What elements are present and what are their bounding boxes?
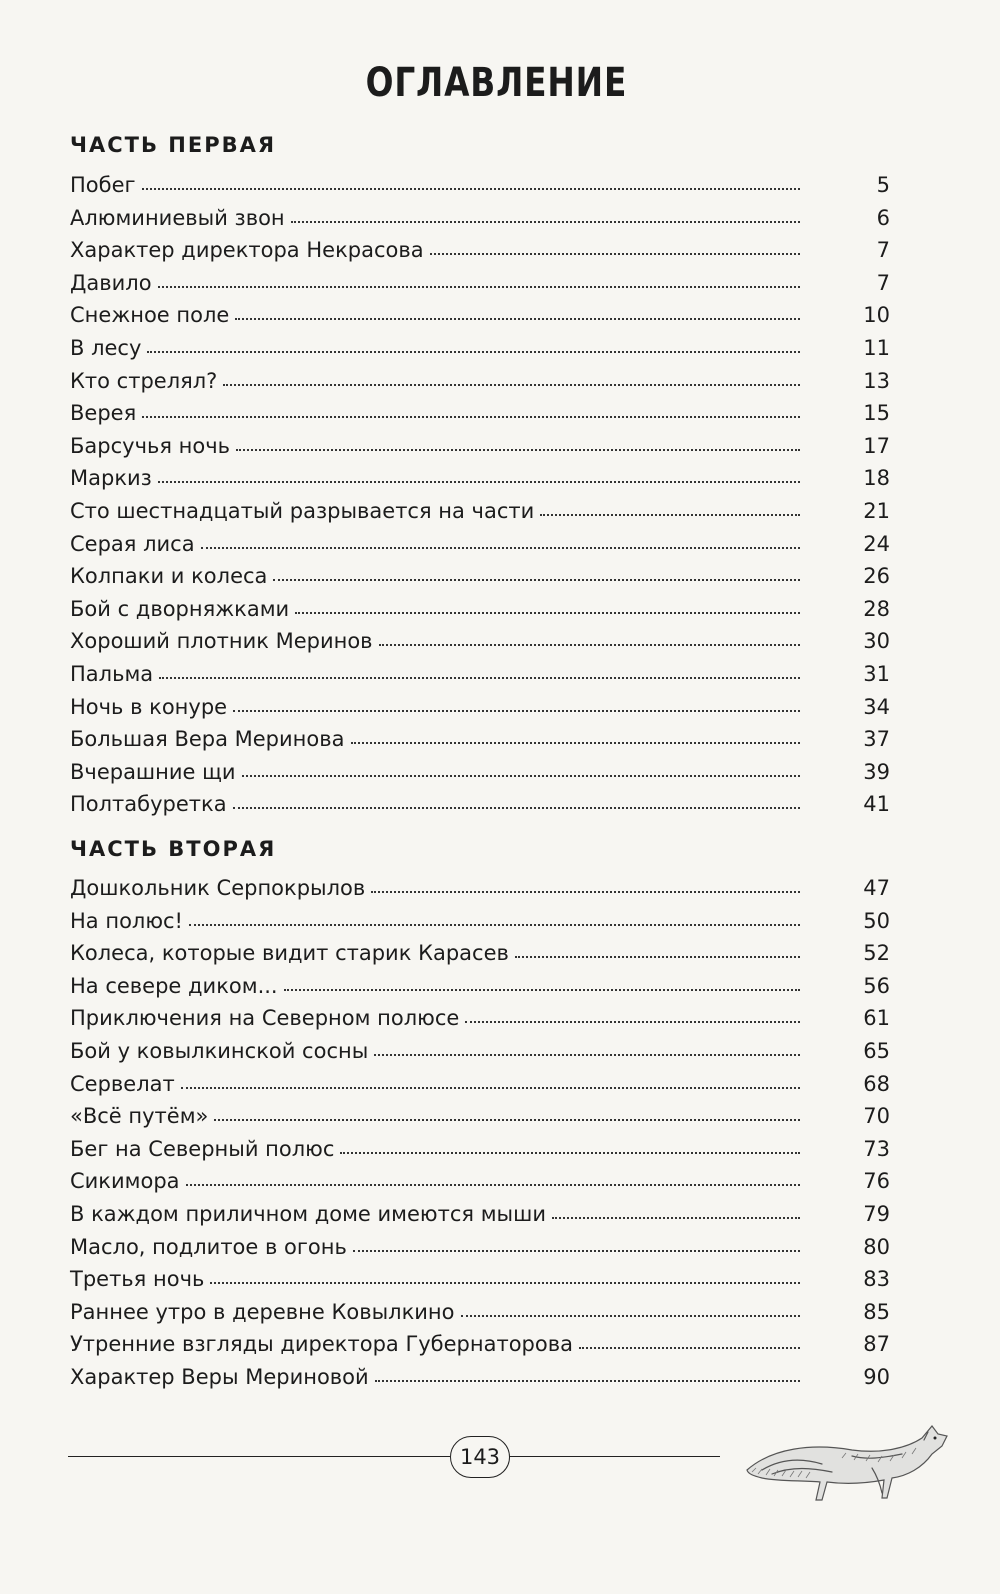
toc-entry-title: Дошкольник Серпокрылов <box>70 876 366 900</box>
toc-entry-page: 13 <box>863 368 890 393</box>
dot-leader <box>233 706 800 712</box>
dot-leader <box>142 412 800 418</box>
footer-rule-right <box>508 1456 720 1457</box>
toc-entry-title: На севере диком... <box>70 973 278 998</box>
dot-leader <box>379 640 800 646</box>
toc-entry-title: Раннее утро в деревне Ковылкино <box>70 1299 455 1324</box>
toc-entry-title: Побег <box>70 173 136 197</box>
dot-leader <box>295 608 800 614</box>
dot-leader <box>214 1115 800 1121</box>
toc-entry-title: Кто стрелял? <box>70 368 218 393</box>
toc-entry-title: Колпаки и колеса <box>70 564 268 589</box>
toc-entry-page: 15 <box>863 401 890 426</box>
toc-entry-title: Приключения на Северном полюсе <box>70 1006 460 1031</box>
toc-entry <box>70 1035 890 1068</box>
toc-entry-title: Пальма <box>70 661 154 686</box>
dot-leader <box>273 575 800 581</box>
toc-entry <box>70 1296 890 1329</box>
dot-leader <box>236 445 800 451</box>
toc-entry-page: 7 <box>876 238 890 263</box>
toc-entry-title: Характер Веры Мериновой <box>70 1364 369 1389</box>
toc-entry-title: Полтабуретка <box>70 792 227 817</box>
toc-entry-title: Барсучья ночь <box>70 433 231 458</box>
toc-entry-page: 65 <box>863 1038 890 1063</box>
toc-entry-title: Хороший плотник Меринов <box>70 629 373 654</box>
toc-entry-page: 50 <box>863 908 890 933</box>
dot-leader <box>430 249 800 255</box>
toc-entry-page: 56 <box>863 973 890 998</box>
dot-leader <box>515 952 800 958</box>
toc-entry <box>70 267 890 300</box>
toc-entry-title: Характер директора Некрасова <box>70 238 424 263</box>
toc-entry <box>70 528 890 561</box>
toc-entry-title: В лесу <box>70 335 142 360</box>
toc-entry-title: Бой у ковылкинской сосны <box>70 1038 369 1063</box>
toc-entry <box>70 756 890 789</box>
toc-entry-title: Масло, подлитое в огонь <box>70 1234 347 1259</box>
toc-entry-page: 90 <box>863 1364 890 1389</box>
toc-entry-title: Сервелат <box>70 1071 175 1096</box>
toc-entry-page: 79 <box>863 1201 890 1226</box>
dot-leader <box>552 1213 800 1219</box>
toc-entry-title: «Всё путём» <box>70 1104 209 1129</box>
dot-leader <box>142 184 800 190</box>
toc-entry-page: 37 <box>863 727 890 752</box>
dot-leader <box>284 985 800 991</box>
dot-leader <box>233 803 800 809</box>
dot-leader <box>242 771 800 777</box>
toc-entry-title: Вчерашние щи <box>70 759 236 784</box>
toc-entry <box>70 299 890 332</box>
dot-leader <box>579 1343 800 1349</box>
toc-entry <box>70 723 890 756</box>
toc-entry-title: Алюминиевый звон <box>70 205 285 230</box>
toc-entry-page: 10 <box>863 303 890 328</box>
toc-entry-page: 34 <box>863 694 890 719</box>
toc-entry <box>70 1002 890 1035</box>
toc-entry <box>70 1198 890 1231</box>
toc-entry-page: 31 <box>863 661 890 686</box>
toc-entry <box>70 970 890 1003</box>
toc-entry <box>70 937 890 970</box>
toc-entry-page: 52 <box>863 941 890 966</box>
dot-leader <box>375 1376 800 1382</box>
toc-entry <box>70 430 890 463</box>
toc-entry-page: 61 <box>863 1006 890 1031</box>
toc-entry-page: 73 <box>863 1136 890 1161</box>
toc-entry-title: Маркиз <box>70 466 152 491</box>
toc-entry-title: В каждом приличном доме имеются мыши <box>70 1201 546 1226</box>
dot-leader <box>159 673 800 679</box>
toc-entry-page: 39 <box>863 759 890 784</box>
toc-entry <box>70 365 890 398</box>
toc-entry-page: 85 <box>863 1299 890 1324</box>
toc-entry-page: 18 <box>863 466 890 491</box>
toc-entry-page: 70 <box>863 1104 890 1129</box>
dot-leader <box>186 1180 800 1186</box>
toc-entry-page: 76 <box>863 1169 890 1194</box>
toc-entry-title: Сикимора <box>70 1169 180 1194</box>
toc-entry <box>70 1133 890 1166</box>
toc-entry-title: Большая Вера Меринова <box>70 727 345 752</box>
dot-leader <box>340 1148 800 1154</box>
toc-entry <box>70 169 890 202</box>
toc-entry-page: 6 <box>876 205 890 230</box>
dot-leader <box>235 314 800 320</box>
dot-leader <box>189 920 800 926</box>
toc-entry <box>70 1231 890 1264</box>
dot-leader <box>223 380 800 386</box>
toc-entry <box>70 658 890 691</box>
page-title: ОГЛАВЛЕНИЕ <box>365 60 628 106</box>
toc-part-two <box>70 872 890 1394</box>
dot-leader <box>210 1278 800 1284</box>
toc-entry-title: Утренние взгляды директора Губернаторова <box>70 1332 573 1357</box>
toc-part-one <box>70 169 890 821</box>
toc-entry-title: Давило <box>70 270 152 295</box>
toc-entry-page: 7 <box>876 270 890 295</box>
toc-entry <box>70 1165 890 1198</box>
toc-entry <box>70 1361 890 1394</box>
dot-leader <box>291 217 800 223</box>
toc-entry-title: Бег на Северный полюс <box>70 1136 335 1161</box>
toc-entry-title: Сто шестнадцатый разрывается на части <box>70 498 535 523</box>
toc-entry-page: 83 <box>863 1267 890 1292</box>
toc-entry <box>70 462 890 495</box>
toc-entry <box>70 234 890 267</box>
dot-leader <box>181 1083 800 1089</box>
toc-entry <box>70 202 890 235</box>
dot-leader <box>158 477 800 483</box>
toc-entry-title: Снежное поле <box>70 303 230 328</box>
toc-entry <box>70 872 890 905</box>
toc-entry-page: 80 <box>863 1234 890 1259</box>
toc-entry-page: 21 <box>863 498 890 523</box>
toc-entry-title: Серая лиса <box>70 531 195 556</box>
toc-entry-title: На полюс! <box>70 908 183 933</box>
toc-entry-title: Третья ночь <box>70 1267 205 1292</box>
toc-entry-page: 41 <box>863 792 890 817</box>
toc-entry <box>70 1328 890 1361</box>
toc-entry <box>70 495 890 528</box>
toc-entry-page: 47 <box>863 876 890 900</box>
toc-entry-title: Бой с дворняжками <box>70 596 290 621</box>
dot-leader <box>371 887 800 893</box>
toc-entry-page: 11 <box>863 335 890 360</box>
toc-entry <box>70 593 890 626</box>
toc-entry <box>70 332 890 365</box>
dot-leader <box>465 1017 800 1023</box>
toc-entry-page: 5 <box>876 173 890 197</box>
toc-entry <box>70 1263 890 1296</box>
toc-entry <box>70 1068 890 1101</box>
toc-entry-page: 87 <box>863 1332 890 1357</box>
toc-entry-title: Колеса, которые видит старик Карасев <box>70 941 509 966</box>
part-two-heading: ЧАСТЬ ВТОРАЯ <box>70 837 277 861</box>
toc-entry-page: 17 <box>863 433 890 458</box>
toc-entry-title: Ночь в конуре <box>70 694 228 719</box>
dot-leader <box>461 1311 800 1317</box>
part-one-heading: ЧАСТЬ ПЕРВАЯ <box>70 133 277 157</box>
footer-rule-left <box>68 1456 450 1457</box>
toc-entry-page: 30 <box>863 629 890 654</box>
toc-entry-page: 68 <box>863 1071 890 1096</box>
toc-entry <box>70 560 890 593</box>
toc-entry <box>70 905 890 938</box>
dot-leader <box>540 510 800 516</box>
dot-leader <box>374 1050 800 1056</box>
toc-entry <box>70 625 890 658</box>
toc-entry-page: 24 <box>863 531 890 556</box>
dot-leader <box>353 1246 800 1252</box>
toc-entry-page: 26 <box>863 564 890 589</box>
toc-entry <box>70 788 890 821</box>
page-number: 143 <box>450 1436 510 1478</box>
dot-leader <box>351 738 801 744</box>
fox-icon <box>742 1398 957 1508</box>
dot-leader <box>147 347 800 353</box>
toc-entry-page: 28 <box>863 596 890 621</box>
toc-entry <box>70 397 890 430</box>
toc-entry <box>70 691 890 724</box>
toc-entry <box>70 1100 890 1133</box>
dot-leader <box>158 282 800 288</box>
toc-entry-title: Верея <box>70 401 137 426</box>
dot-leader <box>201 543 800 549</box>
